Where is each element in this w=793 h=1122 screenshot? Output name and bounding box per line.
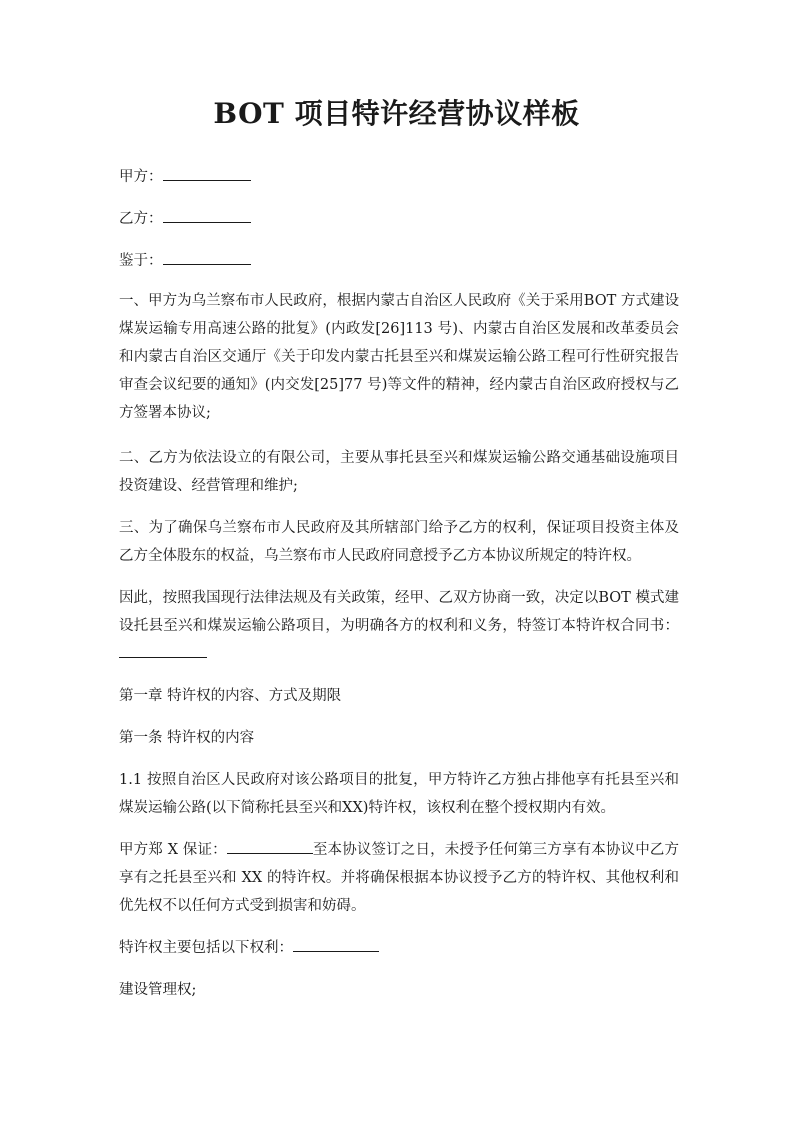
rights-intro-line: [119, 934, 679, 962]
whereas-line: [119, 247, 679, 275]
item-1-1: 1.1 按照自治区人民政府对该公路项目的批复，甲方特许乙方独占排他享有托县至兴和煤炭运输公路(以下简称托县至兴和XX)特许权，该权利在整个授权期内有效。: [119, 772, 679, 816]
party-a-line: [119, 163, 679, 191]
rights-intro-blank: [293, 937, 379, 952]
clause-3: 三、为了确保乌兰察布市人民政府及其所辖部门给予乙方的权利，保证项目投资主体及乙方全体股东的权益，乌兰察布市人民政府同意授予乙方本协议所规定的特许权。: [119, 520, 679, 564]
guarantee-prefix: 甲方郑 X 保证：: [119, 842, 227, 858]
party-a-blank: [163, 166, 251, 181]
guarantee-suffix: 至本协议签订之日，未授予任何第三方享有本协议中乙方享有之托县至兴和 XX 的特许权。并将确保根据本协议授予乙方的特许权、其他权利和优先权不以任何方式受到损害和妨碍。: [119, 842, 680, 914]
therefore-paragraph: [119, 584, 679, 668]
rights-intro: 特许权主要包括以下权利：: [119, 940, 293, 956]
party-b-blank: [163, 208, 251, 223]
clause-2: 二、乙方为依法设立的有限公司，主要从事托县至兴和煤炭运输公路交通基础设施项目投资建设、经营管理和维护;: [119, 450, 679, 494]
guarantee-blank: [227, 839, 313, 854]
document-title: BOT 项目特许经营协议样板: [213, 97, 580, 130]
therefore-text: 因此，按照我国现行法律法规及有关政策，经甲、乙双方协商一致，决定以BOT 模式建设托县至兴和煤炭运输公路项目，为明确各方的权利和义务，特签订本特许权合同书：: [119, 590, 679, 634]
party-a-label: 甲方：: [119, 169, 163, 185]
clause-1: 一、甲方为乌兰察布市人民政府，根据内蒙古自治区人民政府《关于采用BOT 方式建设煤炭运输专用高速公路的批复》(内政发[26]113 号)、内蒙古自治区发展和改革委员会和内蒙古自治区交通厅《关于印发内蒙古托县至兴和煤炭运输公路工程可行性研究报告审查会议纪要的通知》(内交发[25]77 号)等文件的精神，经内蒙古自治区政府授权与乙方签署本协议;: [119, 293, 679, 421]
chapter-1-heading: 第一章 特许权的内容、方式及期限: [119, 688, 342, 704]
therefore-blank: [119, 643, 207, 658]
party-b-label: 乙方：: [119, 211, 163, 227]
rights-item-1: 建设管理权;: [119, 982, 197, 998]
party-b-line: [119, 205, 679, 233]
whereas-label: 鉴于：: [119, 253, 163, 269]
whereas-blank: [163, 250, 251, 265]
guarantee-paragraph: [119, 836, 679, 920]
article-1-heading: 第一条 特许权的内容: [119, 730, 255, 746]
